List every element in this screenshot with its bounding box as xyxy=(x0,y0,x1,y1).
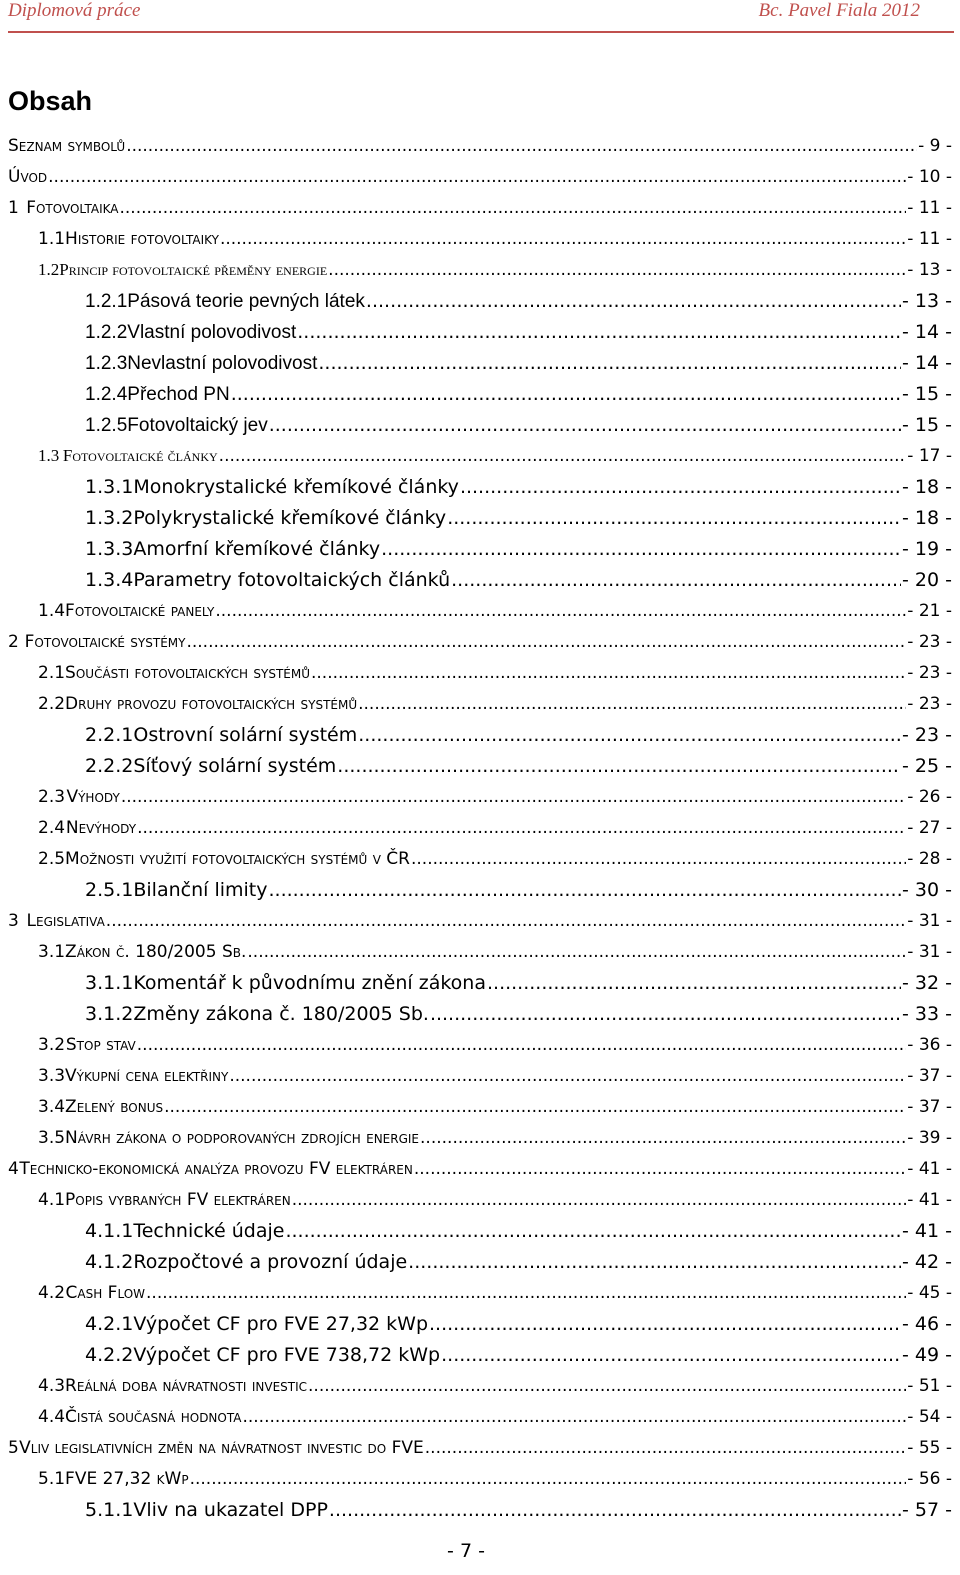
toc-entry[interactable] xyxy=(8,721,952,752)
toc-dot-leader xyxy=(447,504,901,532)
toc-entry-label: Technické údaje xyxy=(133,1220,285,1242)
toc-entry[interactable] xyxy=(8,907,952,938)
toc-dot-leader xyxy=(220,225,906,253)
toc-entry[interactable] xyxy=(8,318,952,349)
toc-entry-page: - 20 - xyxy=(902,569,952,591)
toc-entry-number: 4.2.1 xyxy=(85,1313,134,1335)
toc-entry[interactable] xyxy=(8,256,952,287)
toc-entry-label: Fotovoltaické panely xyxy=(65,601,215,621)
toc-entry-number: 1.2.3 xyxy=(85,353,128,374)
toc-entry[interactable] xyxy=(8,411,952,442)
toc-entry-number: 3.5 xyxy=(38,1128,66,1148)
toc-dot-leader xyxy=(441,1341,901,1369)
toc-entry-label: Výhody xyxy=(66,787,120,807)
toc-entry-number: 2 xyxy=(8,632,19,652)
toc-entry-number: 1.2.5 xyxy=(85,415,128,436)
toc-entry-page: - 21 - xyxy=(907,601,952,621)
toc-dot-leader xyxy=(126,132,917,160)
toc-entry-page: - 31 - xyxy=(907,911,952,931)
toc-dot-leader xyxy=(358,690,906,718)
toc-dot-leader xyxy=(146,1279,906,1307)
toc-entry-number: 1.3.3 xyxy=(85,538,134,560)
toc-entry-number: 1.2.2 xyxy=(85,322,128,343)
toc-entry-label: Vliv legislativních změn na návratnost investic do FVE xyxy=(19,1438,424,1458)
toc-entry-page: - 31 - xyxy=(907,942,952,962)
toc-entry-number: 2.2.1 xyxy=(85,724,134,746)
toc-dot-leader xyxy=(358,721,901,749)
toc-entry[interactable] xyxy=(8,938,952,969)
toc-dot-leader xyxy=(186,628,906,656)
toc-entry-label: Výpočet CF pro FVE 738,72 kWp xyxy=(133,1344,441,1366)
page-header xyxy=(8,0,920,22)
toc-entry-label: Cash Flow xyxy=(65,1283,146,1303)
toc-entry-label: Součásti fotovoltaických systémů xyxy=(65,663,310,683)
toc-dot-leader xyxy=(219,442,907,470)
toc-entry-label: Reálná doba návratnosti investic xyxy=(65,1376,308,1396)
toc-entry-page: - 9 - xyxy=(918,136,952,156)
toc-entry[interactable] xyxy=(8,132,952,163)
toc-entry[interactable] xyxy=(8,1000,952,1031)
toc-dot-leader xyxy=(247,938,906,966)
toc-entry-number: 3 xyxy=(8,911,19,931)
toc-entry[interactable] xyxy=(8,225,952,256)
toc-entry-number: 5.1 xyxy=(38,1469,66,1489)
toc-entry-page: - 51 - xyxy=(907,1376,952,1396)
toc-entry[interactable] xyxy=(8,1496,952,1527)
toc-entry-page: - 26 - xyxy=(907,787,952,807)
toc-entry[interactable] xyxy=(8,1403,952,1434)
toc-dot-leader xyxy=(308,1372,906,1400)
toc-entry-page: - 33 - xyxy=(902,1003,952,1025)
toc-entry-number: 4.1 xyxy=(38,1190,66,1210)
toc-entry-label: Výkupní cena elektřiny xyxy=(65,1066,229,1086)
toc-dot-leader xyxy=(408,1248,901,1276)
toc-entry-page: - 55 - xyxy=(907,1438,952,1458)
toc-entry[interactable] xyxy=(8,1093,952,1124)
toc-dot-leader xyxy=(106,907,906,935)
toc-entry[interactable] xyxy=(8,535,952,566)
toc-entry-label: Možnosti využití fotovoltaických systémů v ČR xyxy=(65,849,410,869)
toc-entry-number: 1.2.4 xyxy=(85,384,128,405)
toc-entry-page: - 15 - xyxy=(902,414,952,436)
toc-entry-page: - 41 - xyxy=(907,1159,952,1179)
toc-entry-page: - 37 - xyxy=(907,1097,952,1117)
toc-entry-number: 1.2 xyxy=(38,260,60,279)
toc-entry[interactable] xyxy=(8,1279,952,1310)
header-right-text: Bc. Pavel Fiala 2012 xyxy=(758,0,920,21)
toc-entry-label: Seznam symbolů xyxy=(8,136,126,156)
toc-entry-page: - 45 - xyxy=(907,1283,952,1303)
toc-entry-label: Změny zákona č. 180/2005 Sb. xyxy=(133,1003,429,1025)
toc-entry-number: 3.4 xyxy=(38,1097,66,1117)
toc-entry-label: Nevlastní polovodivost xyxy=(127,353,318,374)
toc-entry-number: 4 xyxy=(8,1159,19,1179)
toc-entry-page: - 14 - xyxy=(902,321,952,343)
toc-entry[interactable] xyxy=(8,752,952,783)
toc-dot-leader xyxy=(229,1062,906,1090)
toc-dot-leader xyxy=(487,969,901,997)
toc-entry[interactable] xyxy=(8,628,952,659)
toc-entry-label: FVE 27,32 kWp xyxy=(65,1469,189,1489)
toc-entry-label: Zelený bonus xyxy=(65,1097,164,1117)
toc-entry-page: - 28 - xyxy=(907,849,952,869)
toc-dot-leader xyxy=(285,1217,901,1245)
toc-entry-label: Technicko-ekonomická analýza provozu FV elektráren xyxy=(19,1159,413,1179)
toc-entry[interactable] xyxy=(8,814,952,845)
toc-entry-number: 3.1.1 xyxy=(85,972,134,994)
toc-entry-number: 2.5.1 xyxy=(85,879,134,901)
toc-entry-label: Pásová teorie pevných látek xyxy=(127,291,365,312)
toc-entry-label: Ostrovní solární systém xyxy=(133,724,358,746)
toc-entry-label: Zákon č. 180/2005 Sb. xyxy=(65,942,247,962)
toc-entry-page: - 54 - xyxy=(907,1407,952,1427)
toc-entry-label: Historie fotovoltaiky xyxy=(65,229,219,249)
toc-dot-leader xyxy=(242,1403,906,1431)
toc-entry-number: 2.3 xyxy=(38,787,66,807)
toc-dot-leader xyxy=(414,1155,906,1183)
toc-entry[interactable] xyxy=(8,845,952,876)
toc-entry[interactable] xyxy=(8,1031,952,1062)
toc-dot-leader xyxy=(420,1124,906,1152)
toc-entry[interactable] xyxy=(8,442,952,473)
toc-entry[interactable] xyxy=(8,287,952,318)
toc-dot-leader xyxy=(121,783,906,811)
toc-entry[interactable] xyxy=(8,163,952,194)
toc-dot-leader xyxy=(190,1465,907,1493)
toc-entry-number: 2.5 xyxy=(38,849,66,869)
toc-entry-page: - 23 - xyxy=(907,694,952,714)
header-left-text: Diplomová práce xyxy=(8,0,141,21)
toc-entry-number: 2.2 xyxy=(38,694,66,714)
toc-entry[interactable] xyxy=(8,380,952,411)
toc-entry-page: - 13 - xyxy=(907,260,952,280)
toc-entry-number: 3.3 xyxy=(38,1066,66,1086)
toc-entry-number: 1.4 xyxy=(38,601,66,621)
header-rule xyxy=(8,31,954,33)
toc-entry-page: - 14 - xyxy=(902,352,952,374)
toc-entry-label: Fotovoltaický jev xyxy=(127,415,268,436)
toc-entry[interactable] xyxy=(8,1062,952,1093)
toc-dot-leader xyxy=(137,814,906,842)
toc-entry-number: 1.3.1 xyxy=(85,476,134,498)
toc-entry-number: 4.4 xyxy=(38,1407,66,1427)
toc-entry-page: - 18 - xyxy=(902,507,952,529)
toc-entry-label: Vlastní polovodivost xyxy=(127,322,297,343)
toc-entry-label: Stop stav xyxy=(65,1035,136,1055)
toc-dot-leader xyxy=(381,535,901,563)
toc-dot-leader xyxy=(451,566,901,594)
toc-dot-leader xyxy=(429,1310,901,1338)
toc-dot-leader xyxy=(430,1000,901,1028)
toc-entry-page: - 15 - xyxy=(902,383,952,405)
toc-entry-label: Čistá současná hodnota xyxy=(65,1407,242,1427)
toc-entry-number: 1.3.4 xyxy=(85,569,134,591)
toc-entry[interactable] xyxy=(8,1155,952,1186)
toc-entry-page: - 37 - xyxy=(907,1066,952,1086)
toc-entry-label: Fotovoltaické systémy xyxy=(24,632,186,652)
toc-entry-number: 5 xyxy=(8,1438,19,1458)
toc-dot-leader xyxy=(311,659,906,687)
toc-entry-label: Vliv na ukazatel DPP xyxy=(133,1499,328,1521)
toc-dot-leader xyxy=(366,287,901,315)
toc-entry[interactable] xyxy=(8,1217,952,1248)
toc-entry-label: Princip fotovoltaické přeměny energie xyxy=(59,260,328,279)
toc-entry-page: - 41 - xyxy=(902,1220,952,1242)
toc-entry-number: 4.2.2 xyxy=(85,1344,134,1366)
toc-entry-page: - 17 - xyxy=(907,446,952,466)
toc-dot-leader xyxy=(329,1496,901,1524)
toc-entry[interactable] xyxy=(8,473,952,504)
toc-entry[interactable] xyxy=(8,566,952,597)
toc-entry-label: Nevýhody xyxy=(65,818,137,838)
toc-entry-page: - 19 - xyxy=(902,538,952,560)
toc-dot-leader xyxy=(215,597,906,625)
toc-entry-label: Přechod PN xyxy=(127,384,230,405)
toc-entry-page: - 27 - xyxy=(907,818,952,838)
toc-dot-leader xyxy=(231,380,901,408)
toc-entry-label: Legislativa xyxy=(26,911,105,931)
toc-entry-page: - 23 - xyxy=(907,663,952,683)
toc-entry[interactable] xyxy=(8,1310,952,1341)
toc-entry-page: - 30 - xyxy=(902,879,952,901)
toc-entry-page: - 11 - xyxy=(907,198,952,218)
toc-entry-page: - 49 - xyxy=(902,1344,952,1366)
toc-entry-page: - 11 - xyxy=(907,229,952,249)
toc-entry-number: 5.1.1 xyxy=(85,1499,134,1521)
toc-dot-leader xyxy=(268,876,901,904)
toc-entry-page: - 46 - xyxy=(902,1313,952,1335)
toc-dot-leader xyxy=(297,318,901,346)
toc-entry-label: Popis vybraných FV elektráren xyxy=(65,1190,291,1210)
toc-dot-leader xyxy=(48,163,906,191)
toc-dot-leader xyxy=(137,1031,907,1059)
toc-entry[interactable] xyxy=(8,194,952,225)
toc-dot-leader xyxy=(328,256,906,284)
toc-entry[interactable] xyxy=(8,1186,952,1217)
toc-entry[interactable] xyxy=(8,1434,952,1465)
toc-entry-label: Druhy provozu fotovoltaických systémů xyxy=(65,694,358,714)
toc-entry[interactable] xyxy=(8,1341,952,1372)
toc-entry-page: - 25 - xyxy=(902,755,952,777)
toc-entry-label: Polykrystalické křemíkové články xyxy=(133,507,447,529)
toc-dot-leader xyxy=(119,194,906,222)
toc-entry-page: - 42 - xyxy=(902,1251,952,1273)
toc-entry-label: Bilanční limity xyxy=(133,879,268,901)
toc-entry-label: Výpočet CF pro FVE 27,32 kWp xyxy=(133,1313,429,1335)
toc-entry[interactable] xyxy=(8,876,952,907)
toc-entry-number: 1.3 xyxy=(38,446,60,465)
toc-entry-label: Monokrystalické křemíkové články xyxy=(133,476,459,498)
toc-entry[interactable] xyxy=(8,349,952,380)
toc-dot-leader xyxy=(292,1186,907,1214)
toc-dot-leader xyxy=(425,1434,907,1462)
toc-entry[interactable] xyxy=(8,1372,952,1403)
toc-entry-number: 4.3 xyxy=(38,1376,66,1396)
toc-entry-label: Úvod xyxy=(8,167,48,187)
toc-entry-page: - 10 - xyxy=(907,167,952,187)
toc-entry[interactable] xyxy=(8,690,952,721)
toc-entry-number: 1 xyxy=(8,198,19,218)
toc-dot-leader xyxy=(460,473,901,501)
toc-entry[interactable] xyxy=(8,504,952,535)
toc-entry-number: 4.2 xyxy=(38,1283,66,1303)
table-of-contents xyxy=(8,132,952,1527)
toc-entry-label: Parametry fotovoltaických článků xyxy=(133,569,451,591)
toc-entry-page: - 23 - xyxy=(907,632,952,652)
toc-entry[interactable] xyxy=(8,783,952,814)
toc-entry-number: 4.1.2 xyxy=(85,1251,134,1273)
toc-entry-number: 2.2.2 xyxy=(85,755,134,777)
toc-dot-leader xyxy=(337,752,901,780)
toc-entry-label: Rozpočtové a provozní údaje xyxy=(133,1251,408,1273)
toc-entry-number: 2.1 xyxy=(38,663,66,683)
toc-entry[interactable] xyxy=(8,597,952,628)
toc-entry-page: - 57 - xyxy=(902,1499,952,1521)
toc-entry-label: Amorfní křemíkové články xyxy=(133,538,381,560)
toc-entry-page: - 23 - xyxy=(902,724,952,746)
toc-entry[interactable] xyxy=(8,969,952,1000)
toc-entry-page: - 32 - xyxy=(902,972,952,994)
toc-entry[interactable] xyxy=(8,1465,952,1496)
toc-entry-number: 3.1.2 xyxy=(85,1003,134,1025)
toc-entry-label: Komentář k původnímu znění zákona xyxy=(133,972,486,994)
toc-entry-label: Fotovoltaické články xyxy=(62,446,218,465)
toc-entry-page: - 36 - xyxy=(907,1035,952,1055)
toc-entry-number: 1.1 xyxy=(38,229,66,249)
toc-entry-page: - 18 - xyxy=(902,476,952,498)
toc-entry[interactable] xyxy=(8,1248,952,1279)
toc-entry-page: - 56 - xyxy=(907,1469,952,1489)
toc-entry-number: 1.3.2 xyxy=(85,507,134,529)
toc-entry-number: 3.1 xyxy=(38,942,66,962)
toc-entry-label: Síťový solární systém xyxy=(133,755,337,777)
toc-entry[interactable] xyxy=(8,659,952,690)
toc-entry-number: 2.4 xyxy=(38,818,66,838)
toc-entry-page: - 13 - xyxy=(902,290,952,312)
toc-dot-leader xyxy=(411,845,906,873)
toc-entry[interactable] xyxy=(8,1124,952,1155)
toc-entry-label: Návrh zákona o podporovaných zdrojích energie xyxy=(65,1128,420,1148)
toc-dot-leader xyxy=(164,1093,906,1121)
toc-dot-leader xyxy=(269,411,901,439)
toc-entry-label: Fotovoltaika xyxy=(26,198,119,218)
toc-entry-number: 3.2 xyxy=(38,1035,66,1055)
page-number: - 7 - xyxy=(447,1540,485,1562)
toc-entry-page: - 41 - xyxy=(907,1190,952,1210)
toc-dot-leader xyxy=(318,349,901,377)
page-title: Obsah xyxy=(8,86,93,116)
toc-entry-number: 1.2.1 xyxy=(85,291,128,312)
toc-entry-page: - 39 - xyxy=(907,1128,952,1148)
toc-entry-number: 4.1.1 xyxy=(85,1220,134,1242)
